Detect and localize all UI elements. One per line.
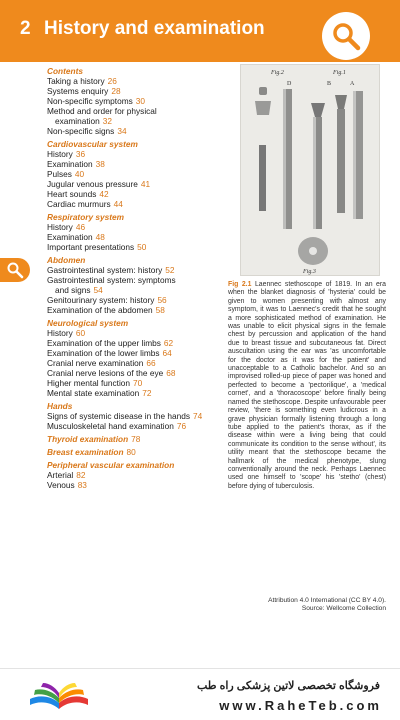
contents-title: Contents — [47, 66, 83, 76]
stethoscope-funnel-piece — [255, 101, 271, 115]
section-heading[interactable] — [47, 434, 237, 444]
magnifier-icon — [6, 261, 24, 279]
section-heading[interactable] — [47, 139, 237, 149]
contents-entry[interactable] — [47, 348, 237, 358]
contents-entry[interactable] — [47, 265, 237, 275]
stethoscope-earpiece — [311, 103, 325, 117]
contents-entry[interactable] — [47, 275, 237, 285]
entry-page-number: 50 — [137, 242, 147, 252]
section-heading[interactable] — [47, 460, 237, 470]
figure-attribution — [228, 597, 386, 613]
entry-page-number: 83 — [77, 480, 87, 490]
entry-page-number: 30 — [135, 96, 145, 106]
contents-entry[interactable] — [47, 179, 237, 189]
chapter-title: History and examination — [44, 18, 265, 39]
entry-page-number: 34 — [117, 126, 127, 136]
entry-label: Cranial nerve lesions of the eye — [47, 368, 164, 378]
entry-page-number: 41 — [140, 179, 151, 189]
entry-label: Taking a history — [47, 76, 105, 86]
entry-page-number: 38 — [95, 159, 105, 169]
fig-label-2: Fig.2 — [271, 70, 284, 76]
entry-page-number: 52 — [165, 265, 175, 275]
entry-label: Gastrointestinal system: symptoms — [47, 275, 176, 285]
contents-section — [47, 318, 237, 398]
contents-entry[interactable] — [47, 480, 237, 490]
entry-label: Mental state examination — [47, 388, 140, 398]
section-page-number: 78 — [131, 434, 141, 444]
entry-page-number: 44 — [113, 199, 123, 209]
entry-label: Systems enquiry — [47, 86, 109, 96]
entry-page-number: 68 — [166, 368, 176, 378]
section-heading[interactable] — [47, 212, 237, 222]
entry-label: Heart sounds — [47, 189, 97, 199]
entry-label: Important presentations — [47, 242, 135, 252]
contents-entry[interactable] — [47, 305, 237, 315]
store-url[interactable]: www.RaheTeb.com — [219, 698, 382, 713]
contents-section — [47, 460, 237, 490]
entry-label: Arterial — [47, 470, 74, 480]
entry-label: and signs — [55, 285, 91, 295]
section-heading-label: Thyroid examination — [47, 434, 129, 444]
entry-page-number: 60 — [75, 328, 86, 338]
entry-label: Cardiac murmurs — [47, 199, 111, 209]
entry-page-number: 74 — [192, 411, 203, 421]
entry-page-number: 46 — [75, 222, 86, 232]
contents-entry[interactable] — [47, 126, 237, 136]
entry-label: Method and order for physical — [47, 106, 157, 116]
entry-label: Higher mental function — [47, 378, 131, 388]
contents-entry[interactable] — [47, 421, 237, 431]
chapter-header — [0, 0, 400, 62]
contents-entry[interactable] — [47, 86, 237, 96]
contents-entry[interactable] — [47, 232, 237, 242]
contents-entry[interactable] — [47, 199, 237, 209]
stethoscope-rod-piece — [259, 145, 266, 211]
part-label-a: A — [350, 81, 355, 87]
entry-label: Examination — [47, 232, 93, 242]
contents-entry[interactable] — [47, 470, 237, 480]
contents-entry[interactable] — [47, 222, 237, 232]
section-heading-label: Hands — [47, 401, 73, 411]
section-heading-label: Cardiovascular system — [47, 139, 138, 149]
contents-entry[interactable] — [47, 295, 237, 305]
section-heading-label: Respiratory system — [47, 212, 125, 222]
section-heading-label: Neurological system — [47, 318, 129, 328]
part-label-d: D — [287, 81, 292, 87]
entry-page-number: 48 — [95, 232, 105, 242]
entry-label: History — [47, 328, 73, 338]
entry-label: Pulses — [47, 169, 72, 179]
contents-entry[interactable] — [47, 358, 237, 368]
chapter-number: 2 — [20, 18, 31, 39]
contents-entry[interactable] — [47, 328, 237, 338]
contents-entry[interactable] — [47, 96, 237, 106]
fig-label-1: Fig.1 — [333, 70, 346, 76]
contents-entry[interactable] — [47, 411, 237, 421]
contents-entry[interactable] — [47, 149, 237, 159]
fig-label-3: Fig.3 — [303, 269, 316, 275]
section-heading[interactable] — [47, 447, 237, 457]
book-logo-icon — [28, 675, 90, 715]
attribution-source: Source: Wellcome Collection — [301, 605, 386, 613]
magnifier-icon[interactable] — [322, 12, 370, 60]
stethoscope-engraving — [241, 65, 381, 277]
section-heading-label: Peripheral vascular examination — [47, 460, 175, 470]
contents-section — [47, 447, 237, 457]
entry-page-number: 54 — [93, 285, 103, 295]
section-page-number: 80 — [126, 447, 136, 457]
entry-page-number: 36 — [75, 149, 86, 159]
caption-text: Laennec stethoscope of 1819. In an era when the blanket diagnosis of 'hysteria' could be given to women presenting with almost any symptom, it was to Laennec's credit that he sought a more sophisticated method of examination. He was unable to elicit physical signs in the female chest by percussion and application of the hand due to breast tissue and subcutaneous fat. Direct auscultation using the ear was 'as uncomfortable for the doctor as it was for the patient' and unacceptable to a Catholic bachelor. And so an improvised rolled-up piece of paper was honed and perfected to become a 'pectorilique', a 'medical cornet', and a 'thoracoscope' before finally being named the stethoscope. Despite unfavourable peer review, 'there is something even ludicrous in a grave physician formally listening through a long tube applied to the patient's thorax, as if the disease within were a living being that could communicate its condition to the sense without', its utility meant that the stethoscope became the hallmark of the medical phenotype, slung conventionally around the neck. Perhaps Laennec used one himself to 'scope' his 'stetho' (chest) before dying of tuberculosis. — [228, 281, 386, 490]
stethoscope-tube-b — [337, 109, 345, 213]
contents-section — [47, 139, 237, 209]
entry-label: Examination of the lower limbs — [47, 348, 160, 358]
entry-page-number: 70 — [133, 378, 143, 388]
contents-entry[interactable] — [47, 189, 237, 199]
section-heading[interactable] — [47, 318, 237, 328]
entry-label: History — [47, 149, 73, 159]
attribution-license: Attribution 4.0 International (CC BY 4.0). — [268, 597, 386, 604]
entry-label: Examination of the upper limbs — [47, 338, 161, 348]
contents-entry[interactable] — [47, 368, 237, 378]
store-footer — [0, 668, 400, 720]
stethoscope-figure — [240, 64, 380, 276]
contents-entry[interactable] — [47, 378, 237, 388]
entry-page-number: 42 — [99, 189, 109, 199]
contents-entry[interactable] — [47, 76, 237, 86]
entry-label: Musculoskeletal hand examination — [47, 421, 174, 431]
entry-label: Non-specific symptoms — [47, 96, 133, 106]
contents-entry[interactable] — [47, 169, 237, 179]
entry-label: Venous — [47, 480, 75, 490]
figure-caption — [228, 281, 386, 491]
contents-entry[interactable] — [47, 388, 237, 398]
entry-page-number: 56 — [157, 295, 167, 305]
entry-label: History — [47, 222, 73, 232]
entry-page-number: 58 — [155, 305, 165, 315]
caption-figure-label: Fig 2.1 — [228, 281, 252, 288]
contents-list — [47, 66, 237, 490]
entry-page-number: 72 — [142, 388, 152, 398]
entry-label: Signs of systemic disease in the hands — [47, 411, 190, 421]
contents-entry-continued[interactable] — [47, 116, 237, 126]
contents-section — [47, 255, 237, 315]
contents-section — [47, 401, 237, 431]
entry-page-number: 28 — [111, 86, 121, 96]
section-heading[interactable] — [47, 401, 237, 411]
entry-label: Gastrointestinal system: history — [47, 265, 163, 275]
entry-page-number: 40 — [74, 169, 85, 179]
entry-page-number: 66 — [146, 358, 156, 368]
contents-entry-continued[interactable] — [47, 285, 237, 295]
entry-label: Non-specific signs — [47, 126, 115, 136]
entry-label: Cranial nerve examination — [47, 358, 144, 368]
entry-label: Examination — [47, 159, 93, 169]
entry-label: examination — [55, 116, 100, 126]
entry-page-number: 64 — [162, 348, 172, 358]
contents-entry[interactable] — [47, 159, 237, 169]
entry-page-number: 26 — [107, 76, 117, 86]
contents-section — [47, 212, 237, 252]
entry-page-number: 76 — [176, 421, 187, 431]
side-search-tab[interactable] — [0, 258, 30, 282]
section-heading-label: Abdomen — [47, 255, 86, 265]
entry-page-number: 62 — [163, 338, 174, 348]
section-heading-label: Breast examination — [47, 447, 124, 457]
entry-label: Examination of the abdomen — [47, 305, 153, 315]
entry-page-number: 32 — [102, 116, 112, 126]
store-name: فروشگاه تخصصی لاتین پزشکی راه طب — [196, 680, 380, 692]
contents-entry[interactable] — [47, 242, 237, 252]
entry-page-number: 82 — [76, 470, 86, 480]
stethoscope-cap-piece — [259, 87, 267, 95]
part-label-b: B — [327, 81, 332, 87]
entry-label: Genitourinary system: history — [47, 295, 155, 305]
contents-section — [47, 434, 237, 444]
section-heading[interactable] — [47, 255, 237, 265]
contents-entry[interactable] — [47, 338, 237, 348]
contents-entry[interactable] — [47, 106, 237, 116]
entry-label: Jugular venous pressure — [47, 179, 138, 189]
